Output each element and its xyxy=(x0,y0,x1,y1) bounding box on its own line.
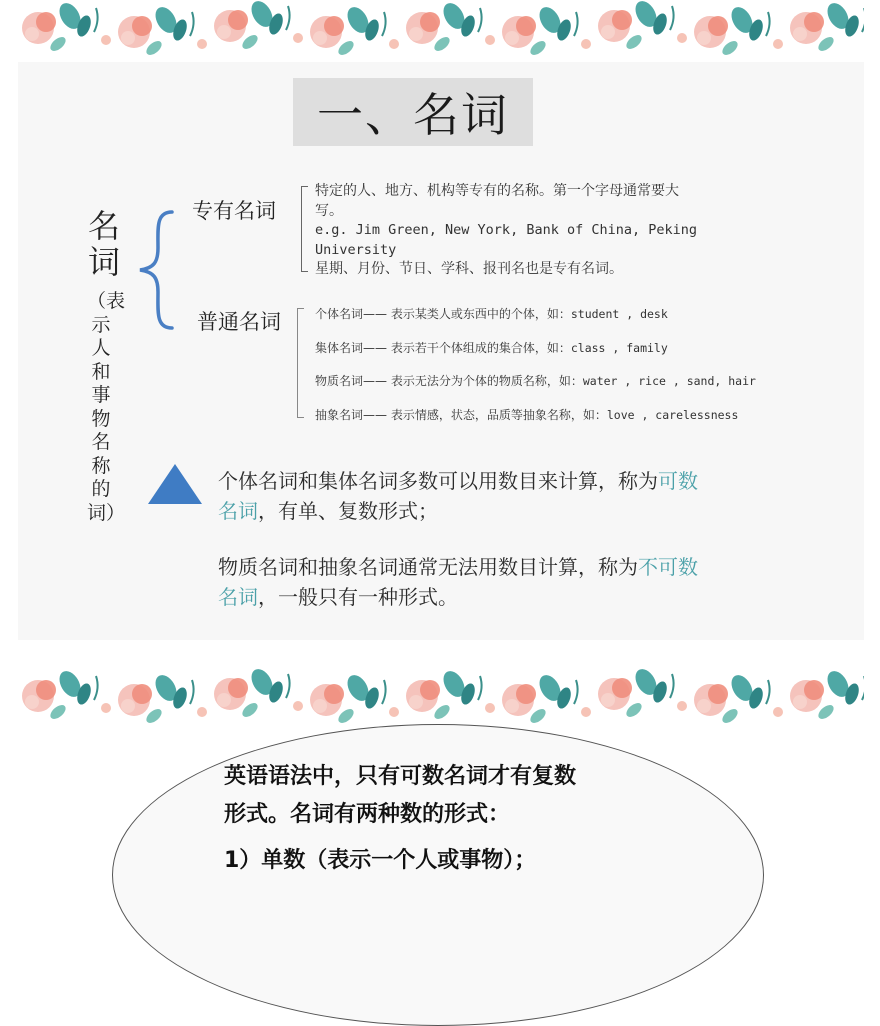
common-noun-item xyxy=(315,339,668,356)
proper-noun-label: 专有名词 xyxy=(192,199,276,223)
highlight-term: 名词 xyxy=(218,499,258,523)
noun-examples: water , rice , sand, hair xyxy=(582,374,756,388)
common-noun-bracket xyxy=(297,308,304,418)
common-noun-item xyxy=(315,305,668,322)
noun-type-name: 个体名词 xyxy=(315,307,364,321)
side-subtitle: （表示人和事物名称的词） xyxy=(87,290,126,524)
triangle-bullet-icon xyxy=(146,462,204,506)
noun-examples: class , family xyxy=(570,341,668,355)
proper-noun-example: e.g. Jim Green, New York, Bank of China, Peking xyxy=(315,222,698,238)
proper-noun-example: University xyxy=(315,241,397,258)
curly-brace-icon xyxy=(136,208,176,332)
note-text: 物质名词和抽象名词通常无法用数目计算，称为 xyxy=(218,555,638,579)
noun-type-name: 抽象名词 xyxy=(315,408,364,422)
ellipse-line: 形式。名词有两种数的形式： xyxy=(224,802,511,827)
ellipse-line: 1）单数（表示一个人或事物）； xyxy=(224,848,537,873)
highlight-term: 可数 xyxy=(658,469,698,493)
noun-type-name: 集体名词 xyxy=(315,341,364,355)
noun-type-desc: —— 表示若干个体组成的集合体，如： xyxy=(363,341,571,355)
noun-type-desc: —— 表示某类人或东西中的个体，如： xyxy=(363,307,571,321)
noun-type-desc: —— 表示无法分为个体的物质名称，如： xyxy=(363,374,583,388)
noun-examples: student , desk xyxy=(570,307,668,321)
note-text: ，有单、复数形式； xyxy=(258,499,438,523)
proper-noun-line: 写。 xyxy=(315,202,343,219)
ellipse-line: 英语语法中，只有可数名词才有复数 xyxy=(224,764,577,789)
middle-floral-border xyxy=(18,668,864,730)
proper-noun-line: 星期、月份、节日、学科、报刊名也是专有名词。 xyxy=(315,261,623,277)
note-text: ，一般只有一种形式。 xyxy=(258,585,458,609)
noun-examples: love , carelessness xyxy=(606,408,739,422)
noun-type-desc: —— 表示情感，状态，品质等抽象名称，如： xyxy=(363,408,607,422)
highlight-term: 不可数 xyxy=(638,555,698,579)
highlight-term: 名词 xyxy=(218,585,258,609)
page-title: 一、名词 xyxy=(293,78,533,146)
note-text: 个体名词和集体名词多数可以用数目来计算，称为 xyxy=(218,469,658,493)
common-noun-item xyxy=(315,406,738,423)
uncountable-note xyxy=(218,552,788,612)
proper-noun-definition xyxy=(315,182,755,280)
proper-noun-bracket xyxy=(301,186,308,272)
common-noun-label: 普通名词 xyxy=(197,310,281,334)
proper-noun-line: 特定的人、地方、机构等专有的名称。第一个字母通常要大 xyxy=(315,183,679,199)
side-title: 名词 xyxy=(87,207,120,281)
noun-type-name: 物质名词 xyxy=(315,374,364,388)
top-floral-border xyxy=(18,0,864,62)
common-noun-item xyxy=(315,372,756,389)
countable-note xyxy=(218,466,788,526)
